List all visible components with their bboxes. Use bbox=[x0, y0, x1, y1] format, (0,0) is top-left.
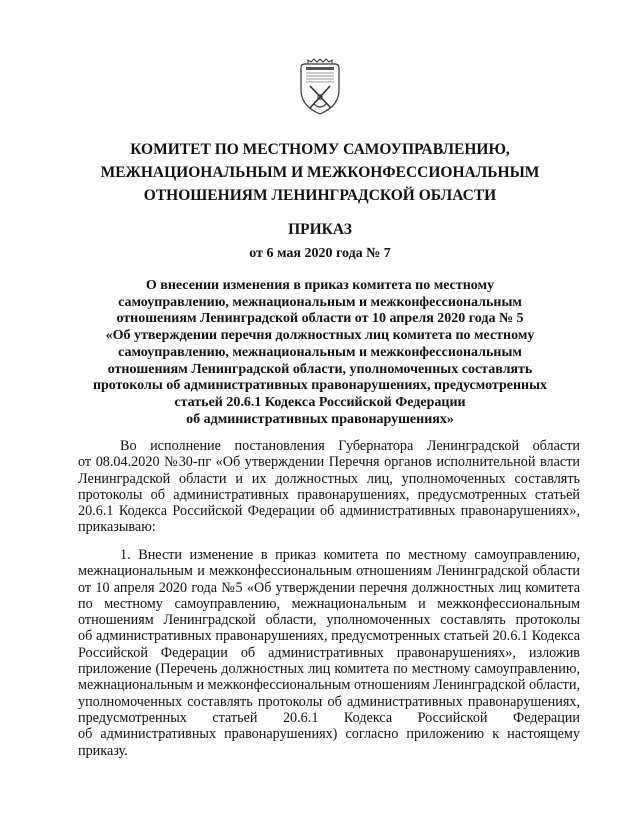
org-line: КОМИТЕТ ПО МЕСТНОМУ САМОУПРАВЛЕНИЮ, bbox=[130, 141, 510, 158]
subject-line: «Об утверждении перечня должностных лиц комитета по местному bbox=[105, 328, 535, 344]
preamble-paragraph bbox=[78, 438, 580, 536]
order-subject bbox=[60, 278, 580, 428]
paragraph-line: Российской Федерации об административных правонарушениях», изложив bbox=[78, 644, 580, 661]
paragraph-line: 1. Внести изменение в приказ комитета по местному самоуправлению, bbox=[120, 547, 580, 563]
paragraph-line: по местному самоуправлению, межнациональным и межконфессиональным bbox=[78, 595, 580, 612]
paragraph-line: об административных правонарушениях, предусмотренных статьей 20.6.1 Кодекса bbox=[78, 628, 580, 645]
paragraph-line: отношениям Ленинградской области, уполномоченных составлять протоколы bbox=[78, 612, 580, 629]
paragraph-line: уполномоченных составлять протоколы об административных правонарушениях, bbox=[78, 693, 580, 710]
organization-name bbox=[60, 138, 580, 207]
clause-1-paragraph bbox=[78, 547, 580, 759]
paragraph-line: 20.6.1 Кодекса Российской Федерации об административных правонарушениях», bbox=[78, 503, 580, 520]
paragraph-line: приложение (Перечень должностных лиц комитета по местному самоуправлению, bbox=[78, 661, 580, 678]
paragraph-line: предусмотренных статьей 20.6.1 Кодекса Российской Федерации bbox=[78, 709, 580, 726]
document-type: ПРИКАЗ bbox=[288, 221, 352, 238]
paragraph-line: Ленинградской области и их должностных лиц, уполномоченных составлять bbox=[78, 470, 580, 487]
paragraph-line: об административных правонарушениях) согласно приложению к настоящему bbox=[78, 726, 580, 743]
subject-line: отношениям Ленинградской области от 10 апреля 2020 года № 5 bbox=[116, 311, 524, 327]
subject-line: самоуправлению, межнациональным и межконфессиональным bbox=[118, 344, 522, 360]
paragraph-line: от 10 апреля 2020 года №5 «Об утверждении перечня должностных лиц комитета bbox=[78, 579, 580, 596]
subject-line: отношениям Ленинградской области, уполномоченных составлять bbox=[107, 361, 533, 377]
subject-line: О внесении изменения в приказ комитета по местному bbox=[145, 278, 495, 293]
paragraph-line: от 08.04.2020 №30-пг «Об утверждении Перечня органов исполнительной власти bbox=[78, 454, 580, 471]
org-line: МЕЖНАЦИОНАЛЬНЫМ И МЕЖКОНФЕССИОНАЛЬНЫМ bbox=[100, 164, 540, 181]
paragraph-line: межнациональным и межконфессиональным отношениям Ленинградской области, bbox=[78, 677, 580, 694]
paragraph-line: приказу. bbox=[78, 742, 128, 759]
subject-line: статьей 20.6.1 Кодекса Российской Федерации bbox=[174, 394, 466, 410]
subject-line: протоколы об административных правонарушениях, предусмотренных bbox=[92, 378, 548, 394]
paragraph-line: протоколы об административных правонарушениях, предусмотренных статьей bbox=[78, 486, 580, 503]
paragraph-line: Во исполнение постановления Губернатора Ленинградской области bbox=[120, 438, 580, 454]
document-date: от 6 мая 2020 года № 7 bbox=[249, 246, 391, 261]
subject-line: об административных правонарушениях» bbox=[186, 411, 454, 427]
paragraph-line: межнациональным и межконфессиональным отношениям Ленинградской области bbox=[78, 563, 580, 580]
org-line: ОТНОШЕНИЯМ ЛЕНИНГРАДСКОЙ ОБЛАСТИ bbox=[143, 187, 497, 204]
paragraph-line: приказываю: bbox=[78, 519, 156, 536]
coat-of-arms-icon bbox=[298, 58, 342, 116]
subject-line: самоуправлению, межнациональным и межконфессиональным bbox=[118, 294, 522, 310]
